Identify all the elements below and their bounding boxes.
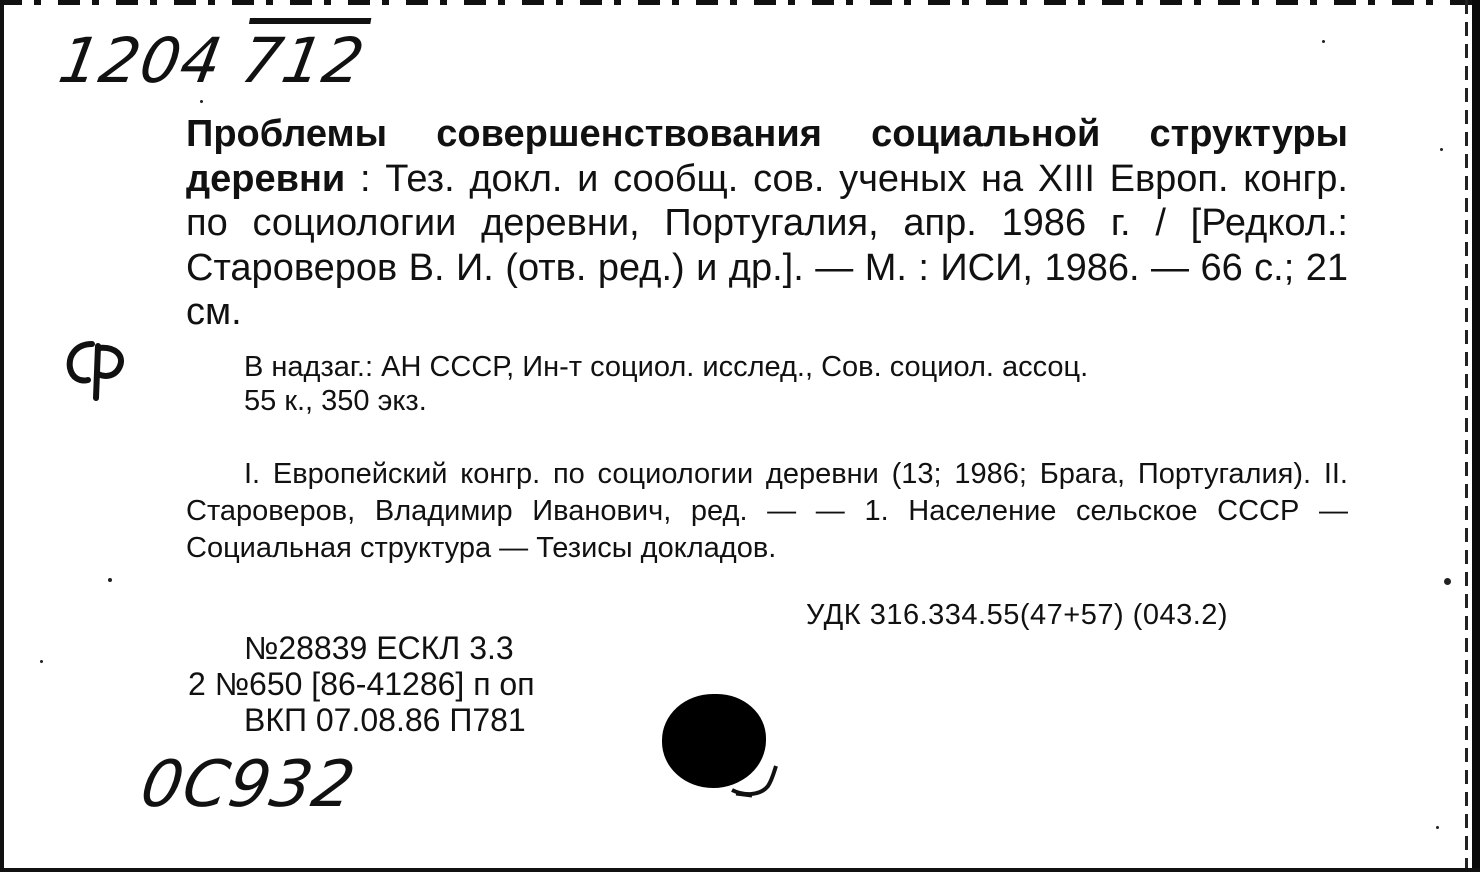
card-left-edge (0, 0, 4, 872)
registry-line-2: 2 №650 [86-41286] п оп (188, 666, 535, 702)
note-line-2: 55 к., 350 экз. (244, 385, 427, 417)
card-top-edge (0, 0, 1480, 5)
tracing-subjects (186, 456, 1348, 567)
card-right-perforation (1465, 0, 1468, 872)
work-title: Проблемы совершенствования социальной структуры деревни (186, 113, 1348, 200)
fp-monogram-stamp-icon (62, 336, 128, 402)
handwritten-shelf-number (54, 24, 371, 97)
handwritten-bottom-code: 0С932 (135, 748, 362, 822)
speck (1322, 40, 1325, 43)
registry-line-1: №28839 ЕСКЛ 3.3 (244, 630, 514, 666)
handwritten-top-number: 1204 (53, 24, 229, 97)
speck (108, 578, 112, 582)
speck (40, 660, 43, 663)
annotation-note (244, 350, 1348, 418)
note-line-1: В надзаг.: АН СССР, Ин-т социол. исслед., Сов. социол. ассоц. (244, 351, 1089, 383)
work-details: : Тез. докл. и сообщ. сов. ученых на XIII Европ. конгр. по социологии деревни, Португалия, апр. 1986 г. / [Редкол.: Староверов В. И. (отв. ред.) и др.]. — М. : ИСИ, 1986. — 66 с.; 21 см. (186, 157, 1348, 333)
ink-blot-tail (730, 760, 780, 800)
registry-block (188, 630, 535, 738)
card-bottom-edge (0, 868, 1480, 872)
card-right-edge (1472, 0, 1480, 872)
speck (200, 100, 203, 103)
speck (1440, 148, 1443, 151)
bibliographic-description (186, 112, 1348, 335)
speck (1436, 826, 1439, 829)
speck (1444, 578, 1451, 585)
udk-classification: УДК 316.334.55(47+57) (043.2) (806, 599, 1229, 631)
registry-line-3: ВКП 07.08.86 П781 (244, 702, 526, 738)
handwritten-top-fraction: 712 (236, 24, 371, 97)
tracing-text: I. Европейский конгр. по социологии деревни (13; 1986; Брага, Португалия). II. Староверов, Владимир Иванович, ред. — — 1. Население сельское СССР — Социальная структура — Тезисы докладов. (186, 458, 1348, 564)
